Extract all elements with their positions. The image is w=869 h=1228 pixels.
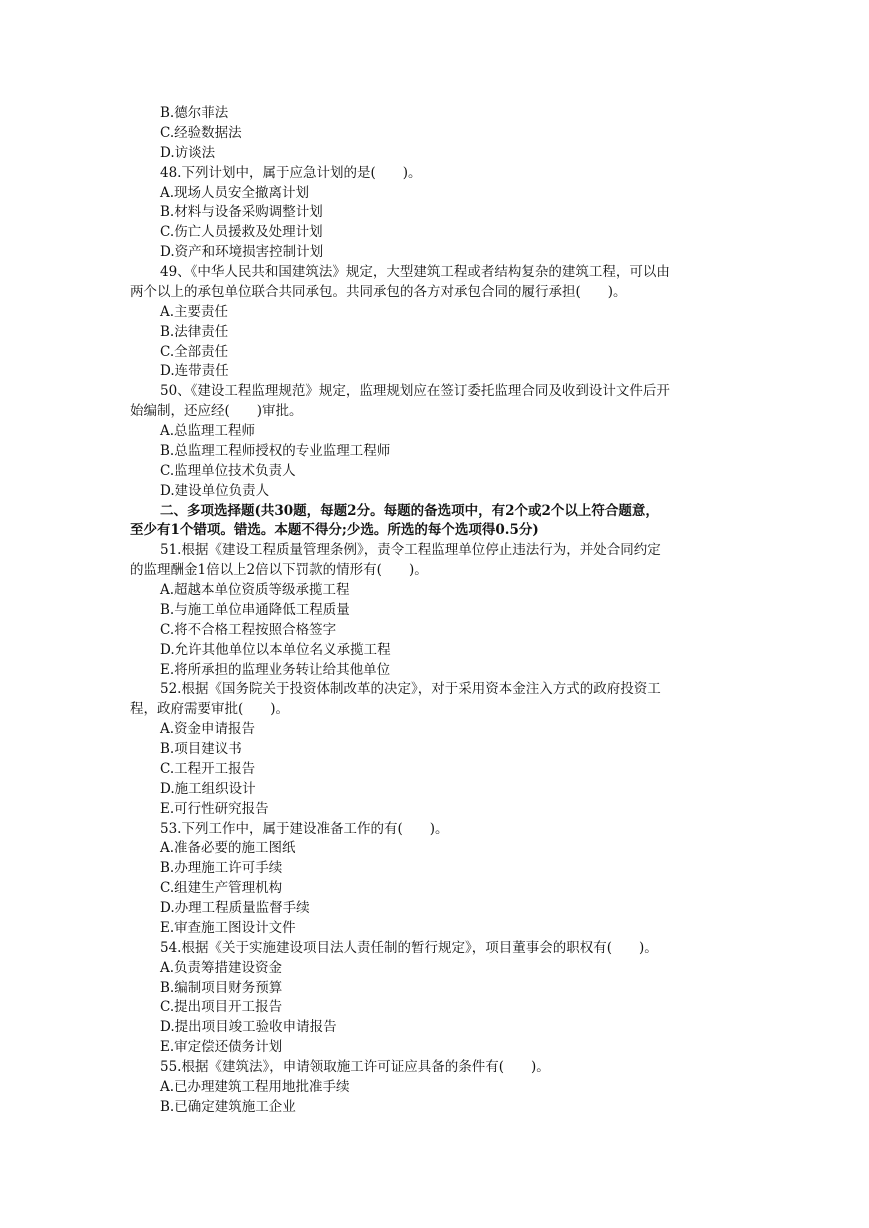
option-line: E.审查施工图设计文件	[160, 919, 296, 936]
question-line: 48.下列计划中，属于应急计划的是( )。	[160, 164, 422, 181]
option-line: A.已办理建筑工程用地批准手续	[160, 1078, 350, 1095]
question-line: 51.根据《建设工程质量管理条例》，责令工程监理单位停止违法行为，并处合同约定	[160, 542, 661, 559]
option-line: C.经验数据法	[160, 124, 242, 141]
option-line: E.审定偿还债务计划	[160, 1039, 283, 1056]
option-line: C.全部责任	[160, 343, 229, 360]
question-continuation-line: 的监理酬金1倍以上2倍以下罚款的情形有( )。	[130, 562, 428, 579]
question-continuation-line: 始编制，还应经( )审批。	[130, 403, 303, 420]
option-line: B.总监理工程师授权的专业监理工程师	[160, 442, 391, 459]
option-line: B.与施工单位串通降低工程质量	[160, 601, 350, 618]
option-line: A.主要责任	[160, 303, 229, 320]
option-line: B.材料与设备采购调整计划	[160, 204, 323, 221]
option-line: D.允许其他单位以本单位名义承揽工程	[160, 641, 391, 658]
option-line: B.法律责任	[160, 323, 229, 340]
option-line: A.负责筹措建设资金	[160, 959, 283, 976]
option-line: E.可行性研究报告	[160, 800, 269, 817]
option-line: C.伤亡人员援救及处理计划	[160, 224, 323, 241]
option-line: C.将不合格工程按照合格签字	[160, 621, 337, 638]
option-line: D.访谈法	[160, 144, 216, 161]
question-line: 50、《建设工程监理规范》规定，监理规划应在签订委托监理合同及收到设计文件后开	[160, 383, 670, 400]
option-line: B.项目建议书	[160, 741, 242, 757]
option-line: E.将所承担的监理业务转让给其他单位	[160, 661, 391, 678]
question-line: 52.根据《国务院关于投资体制改革的决定》，对于采用资本金注入方式的政府投资工	[160, 681, 661, 698]
option-line: D.连带责任	[160, 363, 229, 380]
option-line: B.办理施工许可手续	[160, 860, 283, 877]
option-line: A.资金申请报告	[160, 721, 256, 738]
question-line: 53.下列工作中，属于建设准备工作的有( )。	[160, 820, 449, 837]
option-line: B.德尔菲法	[160, 105, 229, 121]
question-line: 49、《中华人民共和国建筑法》规定，大型建筑工程或者结构复杂的建筑工程，可以由	[160, 264, 670, 280]
question-line: 55.根据《建筑法》，申请领取施工许可证应具备的条件有( )。	[160, 1059, 550, 1075]
option-line: A.总监理工程师	[160, 423, 256, 439]
option-line: C.组建生产管理机构	[160, 880, 283, 897]
option-line: B.编制项目财务预算	[160, 979, 283, 996]
section-heading-continuation: 至少有1个错项。错选。本题不得分;少选。所选的每个选项得0.5分)	[130, 522, 539, 539]
option-line: C.监理单位技术负责人	[160, 462, 296, 479]
option-line: D.施工组织设计	[160, 780, 256, 797]
document-page	[130, 104, 742, 1118]
option-line: D.建设单位负责人	[160, 482, 270, 499]
option-line: D.办理工程质量监督手续	[160, 900, 310, 916]
section-heading-line: 二、多项选择题(共30题，每题2分。每题的备选项中，有2个或2个以上符合题意，	[160, 502, 659, 519]
option-line: C.提出项目开工报告	[160, 999, 283, 1016]
option-line: C.工程开工报告	[160, 760, 256, 777]
option-line: A.现场人员安全撤离计划	[160, 184, 310, 201]
option-line: A.超越本单位资质等级承揽工程	[160, 582, 350, 598]
option-line: D.资产和环境损害控制计划	[160, 244, 324, 261]
option-line: B.已确定建筑施工企业	[160, 1098, 296, 1115]
question-continuation-line: 两个以上的承包单位联合共同承包。共同承包的各方对承包合同的履行承担( )。	[130, 283, 627, 300]
question-line: 54.根据《关于实施建设项目法人责任制的暂行规定》，项目董事会的职权有( )。	[160, 939, 658, 956]
option-line: A.准备必要的施工图纸	[160, 840, 296, 857]
question-continuation-line: 程，政府需要审批( )。	[130, 701, 290, 718]
option-line: D.提出项目竣工验收申请报告	[160, 1019, 337, 1036]
